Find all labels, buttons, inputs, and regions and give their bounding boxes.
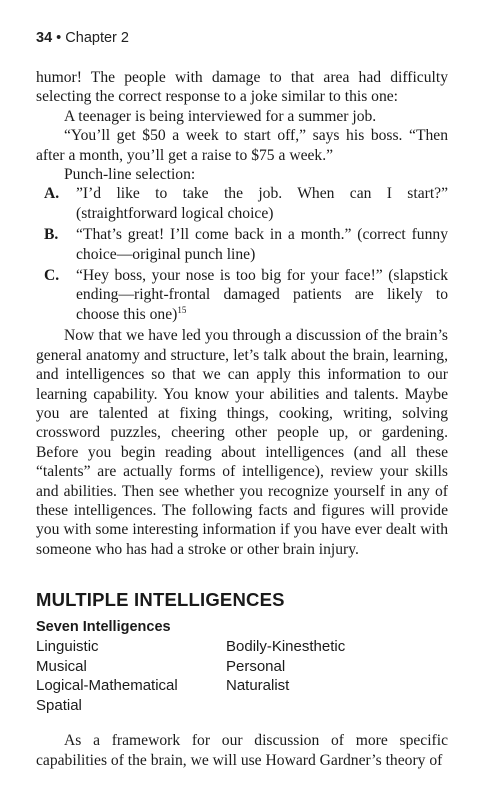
paragraph-3: “You’ll get $50 a week to start off,” says his boss. “Then after a month, you’ll get a raise to $75 a week.” <box>36 127 448 164</box>
paragraph-1: humor! The people with damage to that area had difficulty selecting the correct response to a joke similar to this one: <box>36 69 448 106</box>
paragraph-4: Punch-line selection: <box>64 166 196 184</box>
option-text: ”I’d like to take the job. When can I start?” (straightforward logical choice) <box>76 185 448 222</box>
intelligence-item: Logical-Mathematical <box>36 677 178 695</box>
intelligence-item: Musical <box>36 657 87 675</box>
option-b <box>44 225 448 264</box>
footnote-marker: 15 <box>177 304 187 315</box>
header-bullet: • <box>56 30 62 46</box>
paragraph-2: A teenager is being interviewed for a summer job. <box>64 107 377 125</box>
body-paragraph: Now that we have led you through a discussion of the brain’s general anatomy and structure, let’s talk about the brain, learning, and intelligences so that we can apply this information to our learning capability. You know your abilities and talents. Maybe you are talented at fixing things, cooking, writing, solving crossword puzzles, cheering other people up, or gardening. Before you begin reading about intelligences (and all these “talents” are actually forms of intelligence), review your skills and abilities. Then see whether you recognize yourself in any of these intelligences. The following facts and figures will provide you with some interesting information if you have ever dealt with someone who has had a stroke or other brain injury. <box>36 327 448 558</box>
body-text <box>36 68 448 559</box>
option-letter: B. <box>44 226 59 244</box>
section-subheading: Seven Intelligences <box>36 619 171 636</box>
intelligence-item: Personal <box>226 657 286 675</box>
punchline-options <box>36 184 448 324</box>
intelligence-item: Bodily-Kinesthetic <box>226 638 346 656</box>
book-page <box>36 30 448 770</box>
page-number: 34 <box>36 30 53 46</box>
option-a <box>44 184 448 223</box>
option-letter: A. <box>44 185 60 203</box>
option-text: “That’s great! I’ll come back in a month.” (correct funny choice—original punch line) <box>76 226 448 263</box>
intelligence-item: Linguistic <box>36 638 99 656</box>
closing-text <box>36 731 448 770</box>
intelligence-item: Naturalist <box>226 677 290 695</box>
chapter-label: Chapter 2 <box>65 30 129 46</box>
option-c <box>44 266 448 324</box>
section-heading: MULTIPLE INTELLIGENCES <box>36 589 285 611</box>
intelligence-item: Spatial <box>36 696 82 714</box>
intelligences-list <box>36 637 448 715</box>
intelligence-item-empty <box>226 696 448 716</box>
option-text: “Hey boss, your nose is too big for your face!” (slapstick ending—right-frontal damaged patients are likely to choose this one) <box>76 267 448 323</box>
closing-paragraph: As a framework for our discussion of more specific capabilities of the brain, we will use Howard Gardner’s theory of <box>36 732 448 769</box>
option-letter: C. <box>44 267 60 285</box>
running-head <box>36 30 448 46</box>
